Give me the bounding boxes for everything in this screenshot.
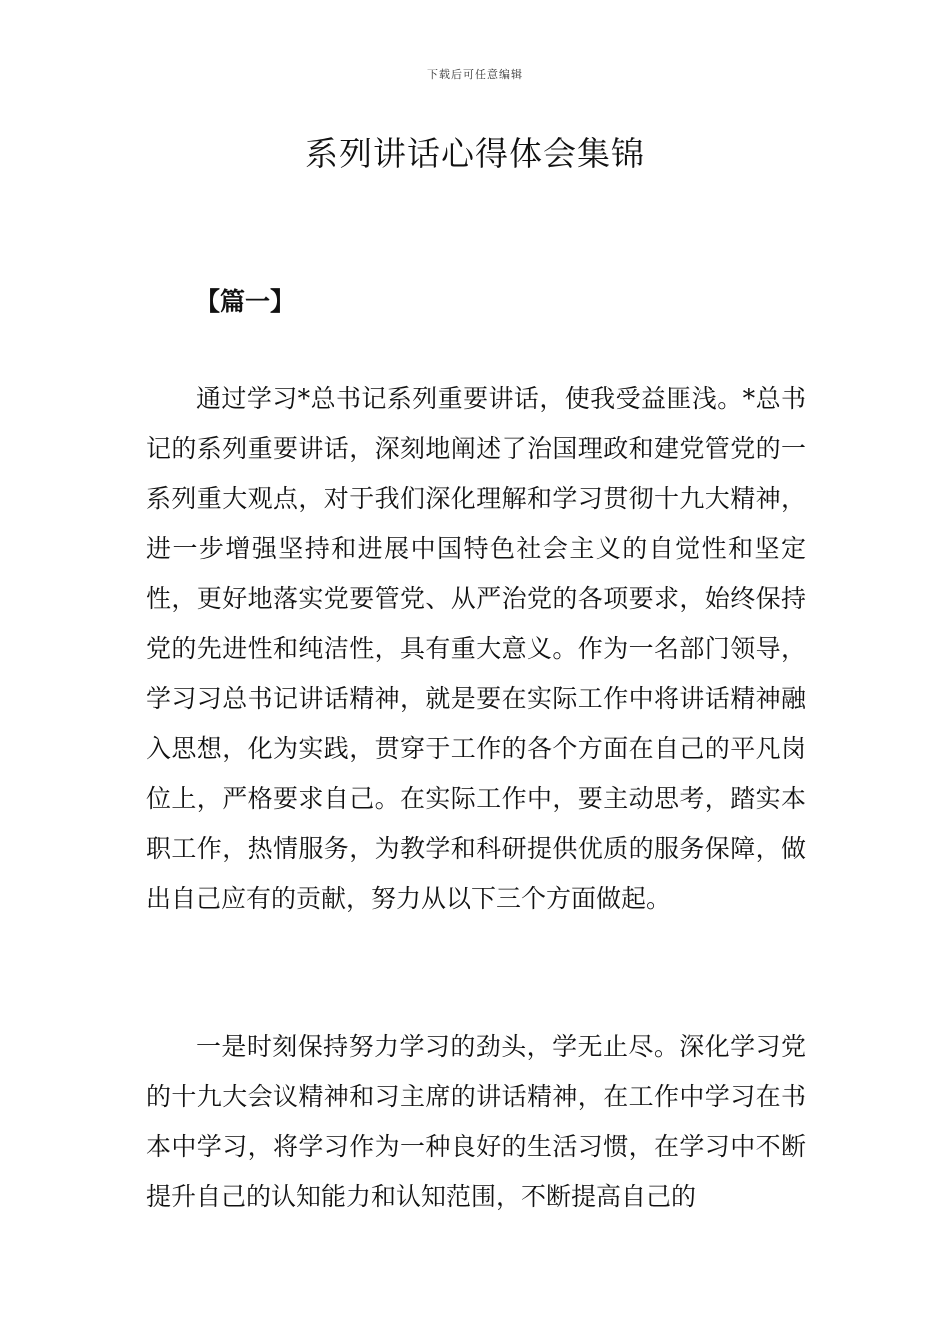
section-heading: 【篇一】 bbox=[195, 287, 296, 316]
header-note: 下载后可任意编辑 bbox=[427, 68, 523, 81]
document-title: 系列讲话心得体会集锦 bbox=[305, 134, 645, 173]
body-paragraph-2: 一是时刻保持努力学习的劲头，学无止尽。深化学习党的十九大会议精神和习主席的讲话精神，在工作中学习在书本中学习，将学习作为一种良好的生活习惯，在学习中不断提升自己的认知能力和认知范围，不断提高自己的 bbox=[146, 1032, 806, 1211]
body-paragraph-1: 通过学习*总书记系列重要讲话，使我受益匪浅。*总书记的系列重要讲话，深刻地阐述了治国理政和建党管党的一系列重大观点，对于我们深化理解和学习贯彻十九大精神，进一步增强坚持和进展中国特色社会主义的自觉性和坚定性，更好地落实党要管党、从严治党的各项要求，始终保持党的先进性和纯洁性，具有重大意义。作为一名部门领导，学习习总书记讲话精神，就是要在实际工作中将讲话精神融入思想，化为实践，贯穿于工作的各个方面在自己的平凡岗位上，严格要求自己。在实际工作中，要主动思考，踏实本职工作，热情服务，为教学和科研提供优质的服务保障，做出自己应有的贡献，努力从以下三个方面做起。 bbox=[146, 384, 806, 913]
